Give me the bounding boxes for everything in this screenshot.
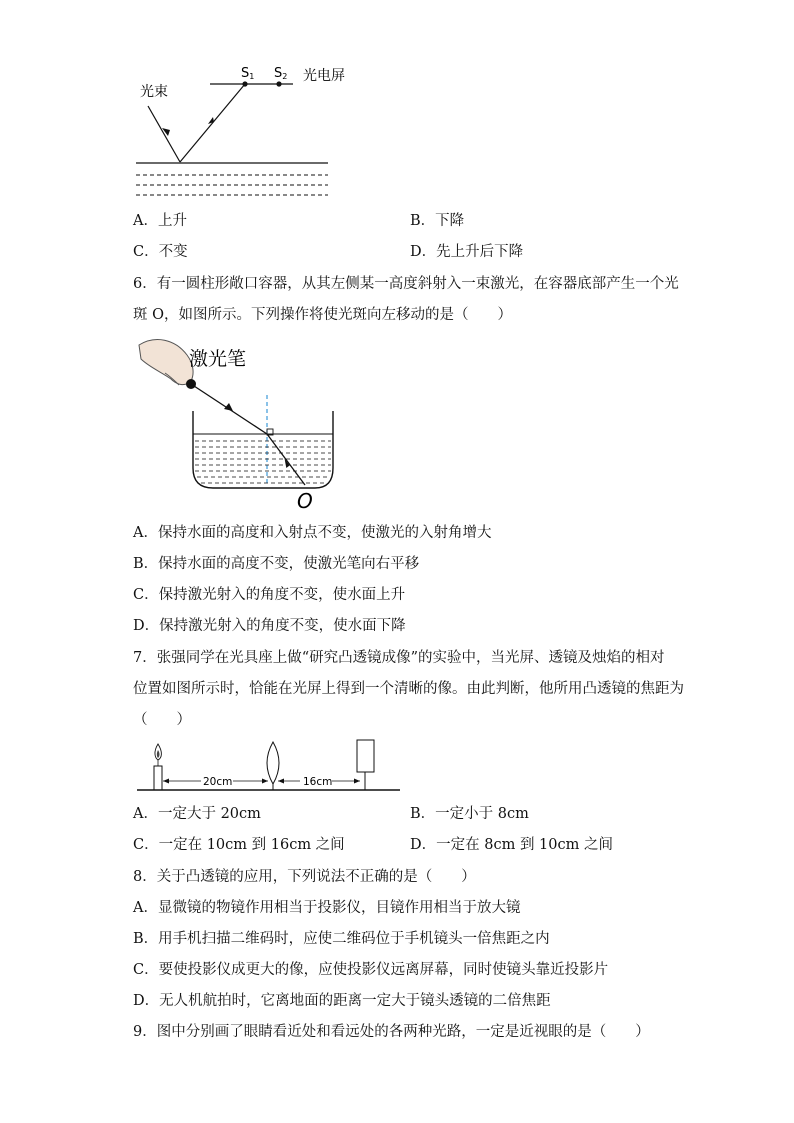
q7-option-b: B．一定小于 8cm [410,806,529,822]
q7-stem-line3: （ ） [133,712,191,728]
q6-option-c: C．保持激光射入的角度不变，使水面上升 [133,587,406,603]
screen-label: 光电屏 [303,68,345,84]
q5-option-a: A．上升 [133,213,187,229]
q7-stem-line2: 位置如图所示时，恰能在光屏上得到一个清晰的像。由此判断，他所用凸透镜的焦距为 [133,681,684,697]
distance-label-1: 20cm [203,776,233,788]
distance-label-2: 16cm [303,776,333,788]
light-screen-icon [357,740,374,772]
laser-pen-label: 激光笔 [189,348,247,370]
q7-stem-line1: 7．张强同学在光具座上做“研究凸透镜成像”的实验中，当光屏、透镜及烛焰的相对 [133,650,665,666]
laser-container-figure [135,333,365,515]
q8-option-d: D．无人机航拍时，它离地面的距离一定大于镜头透镜的二倍焦距 [133,993,551,1009]
q5-option-d: D．先上升后下降 [410,244,524,260]
q7-option-a: A．一定大于 20cm [133,806,261,822]
q6-option-d: D．保持激光射入的角度不变，使水面下降 [133,618,406,634]
q6-stem-line2: 斑 O，如图所示。下列操作将使光斑向左移动的是（ ） [133,307,512,323]
hand-icon [139,340,193,385]
candle-icon [154,766,162,790]
spot-o-label: O [297,489,313,513]
q8-option-b: B．用手机扫描二维码时，应使二维码位于手机镜头一倍焦距之内 [133,931,550,947]
q7-option-d: D．一定在 8cm 到 10cm 之间 [410,837,613,853]
q9-stem-line1: 9．图中分别画了眼睛看近处和看远处的各两种光路，一定是近视眼的是（ ） [133,1024,650,1040]
q8-option-c: C．要使投影仪成更大的像，应使投影仪远离屏幕，同时使镜头靠近投影片 [133,962,609,978]
beam-label: 光束 [140,84,168,100]
q6-stem-line1: 6．有一圆柱形敞口容器，从其左侧某一高度斜射入一束激光，在容器底部产生一个光 [133,276,679,292]
s1-label: S1 [241,66,255,81]
q7-option-c: C．一定在 10cm 到 16cm 之间 [133,837,345,853]
s2-label: S2 [274,66,288,81]
q8-stem-line1: 8．关于凸透镜的应用，下列说法不正确的是（ ） [133,869,476,885]
q6-option-a: A．保持水面的高度和入射点不变，使激光的入射角增大 [133,525,492,541]
q5-option-b: B．下降 [410,213,465,229]
optical-bench-figure [135,738,405,798]
q8-option-a: A．显微镜的物镜作用相当于投影仪，目镜作用相当于放大镜 [133,900,521,916]
q5-option-c: C．不变 [133,244,188,260]
reflection-figure [130,60,370,205]
lens-icon [267,742,279,784]
q6-option-b: B．保持水面的高度不变，使激光笔向右平移 [133,556,420,572]
